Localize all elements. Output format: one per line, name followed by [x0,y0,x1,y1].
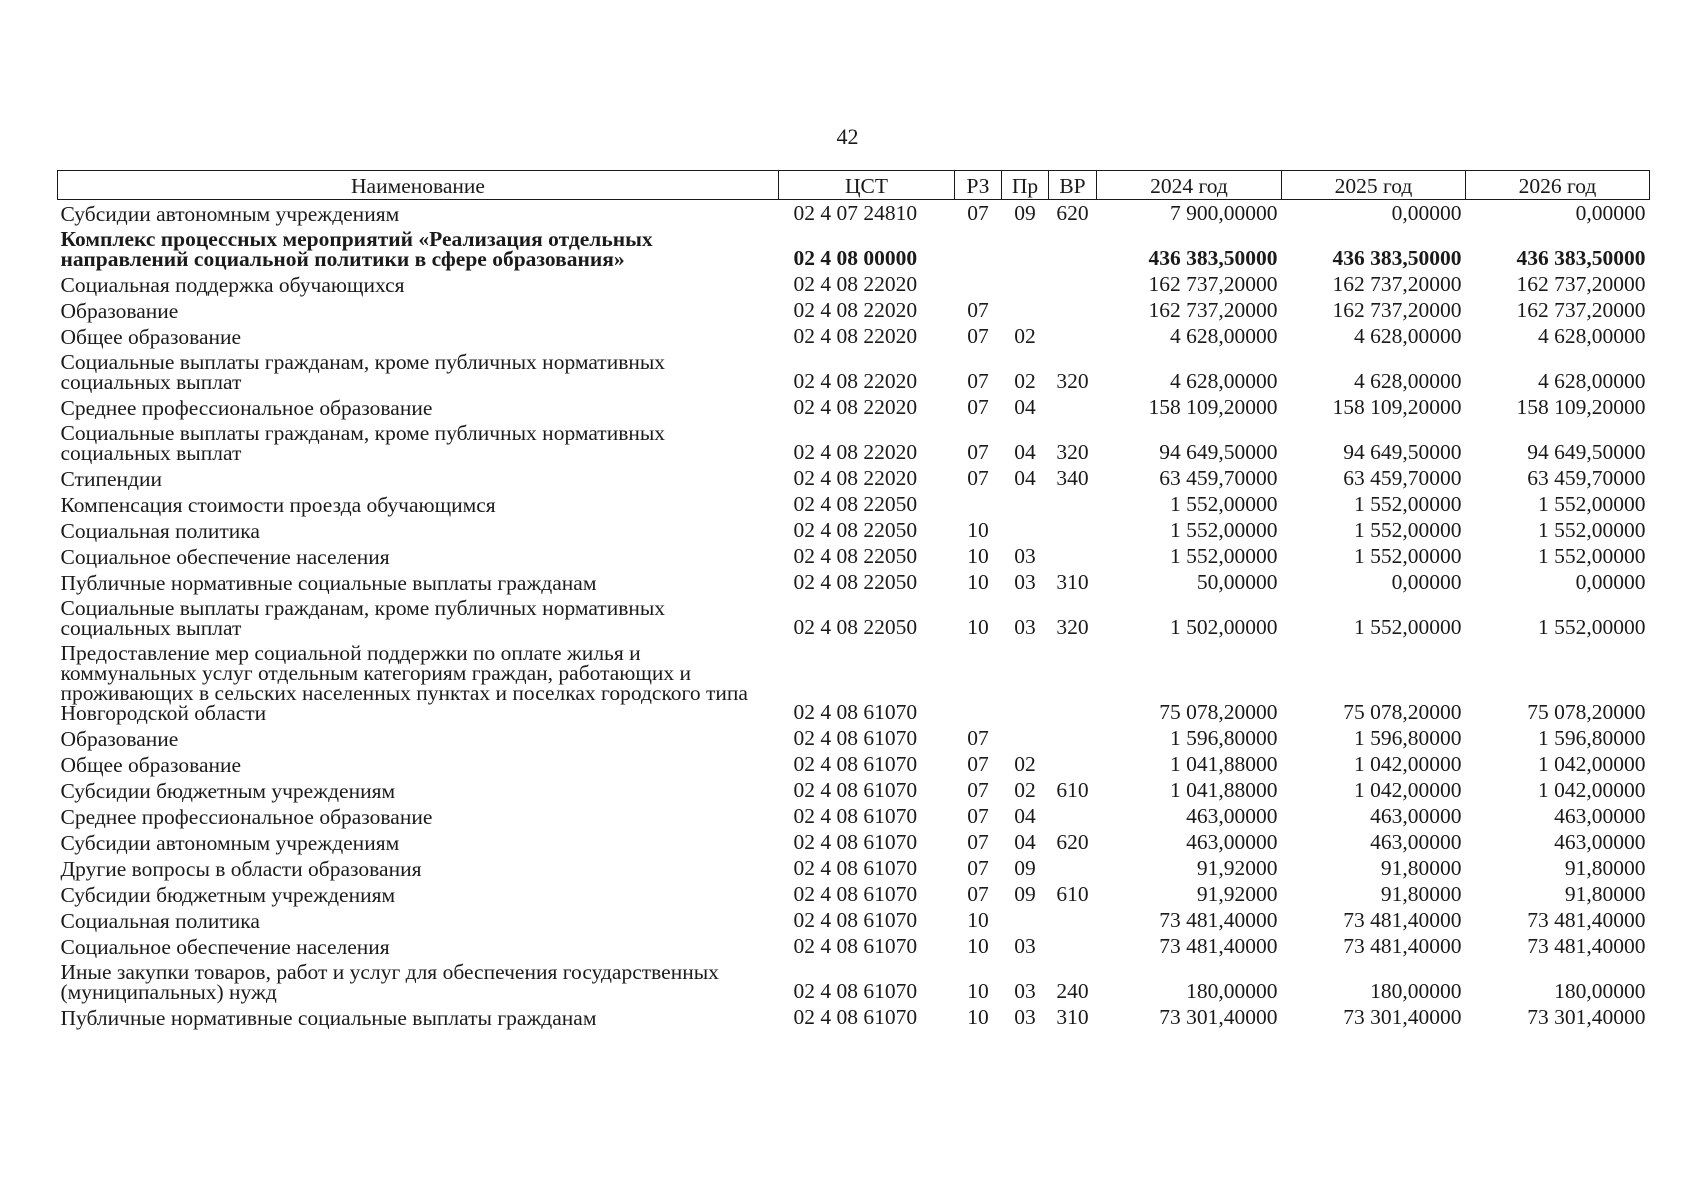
row-pr [1002,297,1049,323]
row-cst-code: 02 4 08 61070 [793,830,918,854]
row-cst-code: 02 4 08 22020 [793,440,918,464]
row-amount-2026: 0,00000 [1575,570,1646,594]
row-amount-2025: 1 552,00000 [1354,518,1462,542]
row-pr [1002,271,1049,297]
row-rz: 07 [967,830,989,854]
table-row [58,517,1650,543]
row-cst-code: 02 4 08 00000 [793,246,918,270]
budget-table [57,170,1650,1030]
row-amount-2026: 1 042,00000 [1538,778,1646,802]
row-vr: 240 [1056,979,1089,1003]
row-amount-2024: 463,00000 [1186,804,1278,828]
table-row [58,640,1650,725]
row-amount-2024: 158 109,20000 [1148,395,1278,419]
table-row [58,1004,1650,1030]
row-pr: 04 [1014,440,1036,464]
row-name: Общее образование [60,325,242,349]
row-name: Стипендии [60,467,162,491]
row-pr: 02 [1014,752,1036,776]
row-rz: 07 [967,395,989,419]
row-amount-2024: 4 628,00000 [1170,324,1278,348]
row-pr: 03 [1014,544,1036,568]
row-cst-code: 02 4 07 24810 [793,201,918,225]
row-name: Социальное обеспечение населения [60,935,390,959]
row-pr: 09 [1014,882,1036,906]
row-pr: 04 [1014,804,1036,828]
row-cst-code: 02 4 08 22050 [793,570,918,594]
row-vr: 320 [1056,369,1089,393]
row-amount-2024: 73 481,40000 [1159,934,1278,958]
row-amount-2026: 158 109,20000 [1516,395,1646,419]
row-vr [1049,394,1097,420]
row-cst-code: 02 4 08 61070 [793,726,918,750]
row-pr: 09 [1014,201,1036,225]
row-cst-code: 02 4 08 61070 [793,804,918,828]
page-number: 42 [836,124,859,149]
row-name: Компенсация стоимости проезда обучающимся [60,493,496,517]
header-vr: ВР [1049,171,1097,200]
row-amount-2025: 1 042,00000 [1354,752,1462,776]
row-amount-2025: 1 552,00000 [1354,544,1462,568]
table-row [58,959,1650,1004]
row-amount-2026: 1 552,00000 [1538,518,1646,542]
row-vr: 310 [1056,570,1089,594]
row-rz: 07 [967,201,989,225]
row-amount-2025: 0,00000 [1391,570,1462,594]
row-amount-2025: 1 042,00000 [1354,778,1462,802]
row-amount-2025: 91,80000 [1380,856,1462,880]
row-amount-2026: 91,80000 [1564,882,1646,906]
row-amount-2026: 436 383,50000 [1516,246,1646,270]
row-cst-code: 02 4 08 22050 [793,615,918,639]
row-pr [1002,491,1049,517]
row-name: Социальные выплаты гражданам, кроме публичных нормативных социальных выплат [60,350,666,394]
row-amount-2026: 180,00000 [1554,979,1646,1003]
table-row [58,907,1650,933]
row-cst-code: 02 4 08 61070 [793,882,918,906]
row-amount-2025: 463,00000 [1370,804,1462,828]
row-rz: 10 [967,544,989,568]
row-amount-2026: 4 628,00000 [1538,369,1646,393]
row-amount-2024: 463,00000 [1186,830,1278,854]
row-rz: 07 [967,778,989,802]
row-rz: 07 [967,804,989,828]
row-rz: 07 [967,752,989,776]
row-amount-2026: 91,80000 [1564,856,1646,880]
row-amount-2025: 436 383,50000 [1332,246,1462,270]
row-amount-2025: 1 552,00000 [1354,492,1462,516]
row-amount-2024: 75 078,20000 [1159,700,1278,724]
row-name: Субсидии автономным учреждениям [60,202,400,226]
row-amount-2026: 1 596,80000 [1538,726,1646,750]
header-2025: 2025 год [1282,171,1466,200]
row-cst-code: 02 4 08 61070 [793,856,918,880]
row-amount-2024: 180,00000 [1186,979,1278,1003]
row-name: Образование [60,299,179,323]
row-amount-2024: 1 502,00000 [1170,615,1278,639]
row-pr: 03 [1014,934,1036,958]
row-amount-2024: 1 041,88000 [1170,752,1278,776]
row-amount-2024: 1 552,00000 [1170,492,1278,516]
row-name: Социальные выплаты гражданам, кроме публичных нормативных социальных выплат [60,421,666,465]
row-name: Иные закупки товаров, работ и услуг для обеспечения государственных (муниципальных) нужд [60,960,719,1004]
row-vr [1049,323,1097,349]
row-vr [1049,517,1097,543]
row-pr: 03 [1014,615,1036,639]
row-name: Социальная политика [60,909,260,933]
row-rz: 07 [967,298,989,322]
row-vr: 610 [1056,778,1089,802]
row-amount-2025: 162 737,20000 [1332,298,1462,322]
row-pr [1002,517,1049,543]
row-amount-2024: 4 628,00000 [1170,369,1278,393]
row-vr: 610 [1056,882,1089,906]
row-amount-2025: 180,00000 [1370,979,1462,1003]
row-vr [1049,297,1097,323]
row-amount-2026: 73 481,40000 [1527,934,1646,958]
row-amount-2025: 1 596,80000 [1354,726,1462,750]
row-vr [1049,491,1097,517]
row-amount-2024: 73 481,40000 [1159,908,1278,932]
row-pr: 09 [1014,856,1036,880]
row-cst-code: 02 4 08 22020 [793,298,918,322]
row-name: Социальная поддержка обучающихся [60,273,405,297]
row-rz: 07 [967,726,989,750]
row-vr [1049,226,1097,271]
row-amount-2024: 162 737,20000 [1148,272,1278,296]
row-amount-2024: 162 737,20000 [1148,298,1278,322]
budget-table-container [57,170,1649,1030]
row-amount-2026: 1 552,00000 [1538,544,1646,568]
table-row [58,569,1650,595]
row-rz: 07 [967,369,989,393]
row-pr: 03 [1014,570,1036,594]
row-amount-2026: 1 042,00000 [1538,752,1646,776]
table-row [58,777,1650,803]
header-2024: 2024 год [1097,171,1282,200]
table-row [58,226,1650,271]
row-pr: 02 [1014,369,1036,393]
row-cst-code: 02 4 08 61070 [793,934,918,958]
row-amount-2026: 94 649,50000 [1527,440,1646,464]
table-row [58,297,1650,323]
row-amount-2025: 4 628,00000 [1354,324,1462,348]
table-header-row [58,171,1650,200]
row-amount-2024: 1 596,80000 [1170,726,1278,750]
row-name: Социальные выплаты гражданам, кроме публичных нормативных социальных выплат [60,596,666,640]
row-amount-2024: 94 649,50000 [1159,440,1278,464]
row-amount-2025: 1 552,00000 [1354,615,1462,639]
row-amount-2024: 1 552,00000 [1170,518,1278,542]
row-cst-code: 02 4 08 61070 [793,700,918,724]
table-row [58,933,1650,959]
row-amount-2025: 162 737,20000 [1332,272,1462,296]
row-amount-2025: 91,80000 [1380,882,1462,906]
row-vr: 620 [1056,201,1089,225]
row-amount-2026: 75 078,20000 [1527,700,1646,724]
row-name: Социальная политика [60,519,260,543]
row-amount-2026: 4 628,00000 [1538,324,1646,348]
row-pr: 03 [1014,979,1036,1003]
row-amount-2024: 73 301,40000 [1159,1005,1278,1029]
row-amount-2024: 50,00000 [1196,570,1278,594]
row-amount-2026: 463,00000 [1554,830,1646,854]
row-vr: 320 [1056,440,1089,464]
row-amount-2024: 1 041,88000 [1170,778,1278,802]
row-amount-2025: 73 481,40000 [1343,908,1462,932]
row-name: Общее образование [60,753,242,777]
table-row [58,349,1650,394]
row-rz: 07 [967,466,989,490]
row-name: Социальное обеспечение населения [60,545,390,569]
header-cst: ЦСТ [779,171,955,200]
row-rz: 10 [967,934,989,958]
row-name: Комплекс процессных мероприятий «Реализация отдельных направлений социальной политики в сфере образования» [60,227,653,271]
table-row [58,491,1650,517]
row-amount-2025: 73 301,40000 [1343,1005,1462,1029]
row-name: Другие вопросы в области образования [60,857,422,881]
row-vr [1049,640,1097,725]
table-row [58,394,1650,420]
row-rz: 10 [967,615,989,639]
row-vr [1049,803,1097,829]
row-vr [1049,271,1097,297]
row-rz: 07 [967,324,989,348]
table-row [58,751,1650,777]
table-row [58,829,1650,855]
row-pr [1002,226,1049,271]
table-row [58,855,1650,881]
row-cst-code: 02 4 08 22020 [793,395,918,419]
row-cst-code: 02 4 08 61070 [793,979,918,1003]
table-row [58,323,1650,349]
row-cst-code: 02 4 08 61070 [793,778,918,802]
row-vr [1049,543,1097,569]
row-amount-2024: 436 383,50000 [1148,246,1278,270]
header-pr: Пр [1002,171,1049,200]
row-pr: 02 [1014,778,1036,802]
row-rz: 07 [967,882,989,906]
row-vr [1049,751,1097,777]
row-vr [1049,855,1097,881]
row-rz [955,491,1002,517]
row-cst-code: 02 4 08 22050 [793,492,918,516]
row-rz: 10 [967,908,989,932]
row-pr: 02 [1014,324,1036,348]
row-amount-2024: 7 900,00000 [1170,201,1278,225]
row-rz [955,640,1002,725]
row-name: Субсидии бюджетным учреждениям [60,883,396,907]
table-row [58,200,1650,227]
row-rz: 10 [967,570,989,594]
row-name: Среднее профессиональное образование [60,805,433,829]
header-name: Наименование [58,171,779,200]
row-pr: 03 [1014,1005,1036,1029]
row-amount-2025: 463,00000 [1370,830,1462,854]
row-cst-code: 02 4 08 22050 [793,544,918,568]
row-amount-2026: 73 301,40000 [1527,1005,1646,1029]
row-name: Публичные нормативные социальные выплаты гражданам [60,1006,597,1030]
row-pr [1002,725,1049,751]
row-vr: 620 [1056,830,1089,854]
header-rz: РЗ [955,171,1002,200]
row-cst-code: 02 4 08 61070 [793,908,918,932]
row-name: Субсидии бюджетным учреждениям [60,779,396,803]
row-vr: 340 [1056,466,1089,490]
row-pr: 04 [1014,830,1036,854]
row-amount-2026: 463,00000 [1554,804,1646,828]
row-amount-2026: 1 552,00000 [1538,492,1646,516]
row-vr [1049,725,1097,751]
row-amount-2025: 158 109,20000 [1332,395,1462,419]
row-pr [1002,907,1049,933]
header-2026: 2026 год [1466,171,1650,200]
row-amount-2026: 162 737,20000 [1516,272,1646,296]
row-cst-code: 02 4 08 22050 [793,518,918,542]
row-amount-2024: 63 459,70000 [1159,466,1278,490]
row-amount-2025: 4 628,00000 [1354,369,1462,393]
table-row [58,803,1650,829]
table-body [58,200,1650,1031]
row-vr: 320 [1056,615,1089,639]
row-name: Субсидии автономным учреждениям [60,831,400,855]
row-name: Среднее профессиональное образование [60,396,433,420]
row-pr [1002,640,1049,725]
row-cst-code: 02 4 08 22020 [793,272,918,296]
row-amount-2026: 63 459,70000 [1527,466,1646,490]
row-cst-code: 02 4 08 22020 [793,466,918,490]
row-rz: 10 [967,518,989,542]
row-cst-code: 02 4 08 22020 [793,324,918,348]
row-amount-2024: 91,92000 [1196,856,1278,880]
row-name: Публичные нормативные социальные выплаты гражданам [60,571,597,595]
row-amount-2026: 1 552,00000 [1538,615,1646,639]
row-amount-2025: 63 459,70000 [1343,466,1462,490]
row-amount-2024: 1 552,00000 [1170,544,1278,568]
row-name: Предоставление мер социальной поддержки по оплате жилья и коммунальных услуг отдельным категориям граждан, работающих и проживающих в сельских населенных пунктах и поселках городского типа Новгородской области [60,641,748,725]
row-cst-code: 02 4 08 22020 [793,369,918,393]
row-amount-2025: 73 481,40000 [1343,934,1462,958]
row-rz [955,226,1002,271]
table-row [58,543,1650,569]
table-row [58,271,1650,297]
row-rz: 07 [967,856,989,880]
table-row [58,420,1650,465]
row-pr: 04 [1014,395,1036,419]
row-cst-code: 02 4 08 61070 [793,752,918,776]
row-amount-2026: 162 737,20000 [1516,298,1646,322]
row-amount-2026: 73 481,40000 [1527,908,1646,932]
table-row [58,595,1650,640]
row-cst-code: 02 4 08 61070 [793,1005,918,1029]
row-amount-2024: 91,92000 [1196,882,1278,906]
row-rz: 10 [967,1005,989,1029]
row-rz: 10 [967,979,989,1003]
table-row [58,881,1650,907]
row-rz [955,271,1002,297]
row-vr [1049,933,1097,959]
row-rz: 07 [967,440,989,464]
row-amount-2025: 94 649,50000 [1343,440,1462,464]
row-vr: 310 [1056,1005,1089,1029]
row-name: Образование [60,727,179,751]
row-pr: 04 [1014,466,1036,490]
row-amount-2025: 75 078,20000 [1343,700,1462,724]
row-amount-2025: 0,00000 [1391,201,1462,225]
row-amount-2026: 0,00000 [1575,201,1646,225]
table-row [58,725,1650,751]
row-vr [1049,907,1097,933]
table-row [58,465,1650,491]
